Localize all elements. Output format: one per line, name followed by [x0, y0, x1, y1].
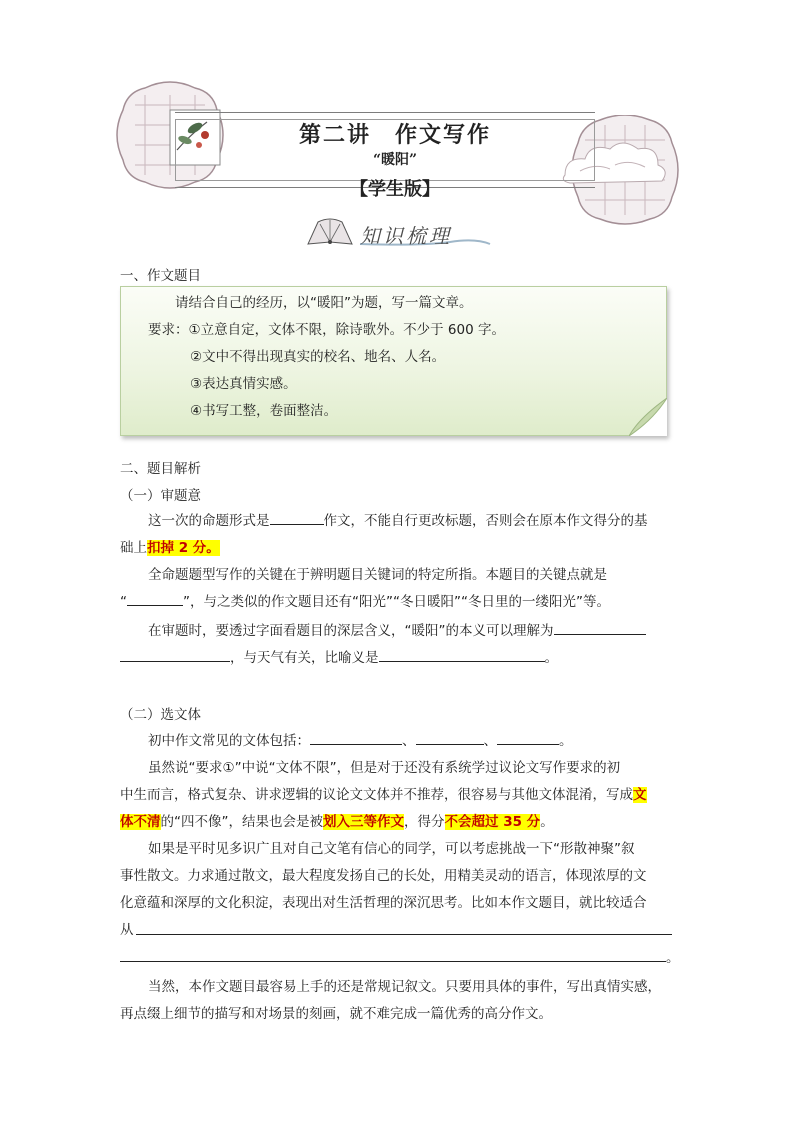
requirements-row-1 [148, 317, 505, 343]
paragraph-6-line-4: 从 [120, 922, 134, 938]
requirement-2: ②文中不得出现真实的校名、地名、人名。 [190, 349, 446, 365]
paragraph-3-line-2 [120, 645, 558, 671]
blank-field[interactable] [416, 730, 484, 745]
paragraph-1-line-1 [148, 508, 688, 534]
p1-text-a: 这一次的命题形式是 [148, 513, 270, 529]
paragraph-6-line-2: 事性散文。力求通过散文，最大程度发扬自己的长处，用精美灵动的语言，体现浓厚的文 [120, 868, 647, 884]
section-heading-2: 二、题目解析 [120, 461, 201, 477]
paragraph-6-line-3: 化意蕴和深厚的文化积淀，表现出对生活哲理的深沉思考。比如本作文题目，就比较适合 [120, 895, 647, 911]
p3-text-c: 。 [544, 650, 558, 666]
paragraph-6-end: 。 [666, 950, 680, 966]
knowledge-banner-text: 知识梳理 [360, 224, 452, 248]
requirement-3: ③表达真情实感。 [190, 376, 297, 392]
requirement-4: ④书写工整，卷面整洁。 [190, 403, 338, 419]
p4-separator: 、 [483, 733, 497, 749]
p1-text-c: 础上 [120, 540, 147, 556]
edition-label: 【学生版】 [350, 179, 440, 200]
blank-field[interactable] [379, 647, 545, 662]
page-curl-decoration [629, 398, 667, 436]
blank-field[interactable] [120, 647, 230, 662]
p5-text-c: 的“四不像”，结果也会是被 [160, 814, 323, 830]
paragraph-6-line-1: 如果是平时见多识广且对自己文笔有信心的同学，可以考虑挑战一下“形散神聚”叙 [148, 841, 635, 857]
p1-text-b: 作文，不能自行更改标题，否则会在原本作文得分的基 [323, 513, 648, 529]
prompt-text: 请结合自己的经历，以“暖阳”为题，写一篇文章。 [175, 295, 473, 311]
p2-text-c: ”，与之类似的作文题目还有“阳光”“冬日暖阳”“冬日里的一缕阳光”等。 [183, 594, 610, 610]
paragraph-2-line-2 [120, 589, 690, 615]
highlight-unclear-style: 文 [633, 787, 647, 803]
p3-text-a: 在审题时，要透过字面看题目的深层含义，“暖阳”的本义可以理解为 [148, 623, 554, 639]
subsection-heading-2: （二）选文体 [120, 707, 201, 723]
p5-text-b: 中生而言，格式复杂、讲求逻辑的议论文文体并不推荐，很容易与其他文体混淆，写成 [120, 787, 633, 803]
paragraph-7-line-1: 当然，本作文题目最容易上手的还是常规记叙文。只要用具体的事件，写出真情实感， [148, 979, 661, 995]
page-title: 第二讲 作文写作 [298, 122, 491, 148]
p5-text-d: ，得分 [404, 814, 445, 830]
answer-line[interactable] [120, 961, 666, 962]
paragraph-2-line-1: 全命题题型写作的关键在于辨明题目关键词的特定所指。本题目的关键点就是 [148, 567, 607, 583]
paragraph-3-line-1 [148, 618, 646, 644]
fan-icon [308, 219, 352, 244]
blank-field[interactable] [554, 620, 646, 635]
blank-field[interactable] [310, 730, 402, 745]
p2-text-b: “ [120, 594, 127, 610]
subsection-heading-1: （一）审题意 [120, 488, 201, 504]
section-heading-1: 一、作文题目 [120, 268, 201, 284]
paragraph-5-line-1: 虽然说“要求①”中说“文体不限”，但是对于还没有系统学过议论文写作要求的初 [148, 760, 621, 776]
page-subtitle: “暖阳” [372, 152, 418, 168]
highlight-deduction: 扣掉 2 分。 [147, 540, 220, 556]
blank-field[interactable] [497, 730, 559, 745]
paragraph-4 [148, 728, 573, 754]
paragraph-1-line-2 [120, 535, 220, 561]
p5-text-e: 。 [540, 814, 554, 830]
blank-field[interactable] [127, 591, 183, 606]
highlight-score-limit: 不会超过 35 分 [444, 814, 541, 830]
requirement-1: ①立意自定，文体不限，除诗歌外。不少于 600 字。 [188, 322, 505, 338]
p4-text-a: 初中作文常见的文体包括： [148, 733, 310, 749]
p3-text-b: ，与天气有关，比喻义是 [230, 650, 379, 666]
answer-line[interactable] [136, 934, 672, 935]
blank-field[interactable] [270, 510, 324, 525]
p4-end: 。 [559, 733, 573, 749]
paragraph-5-line-2 [120, 782, 647, 808]
p4-separator: 、 [402, 733, 416, 749]
paragraph-5-line-3 [120, 809, 554, 835]
highlight-unclear-style: 体不清 [120, 814, 161, 830]
paragraph-7-line-2: 再点缀上细节的描写和对场景的刻画，就不难完成一篇优秀的高分作文。 [120, 1006, 552, 1022]
highlight-third-grade: 划入三等作文 [323, 814, 404, 830]
requirements-label: 要求： [148, 322, 189, 338]
